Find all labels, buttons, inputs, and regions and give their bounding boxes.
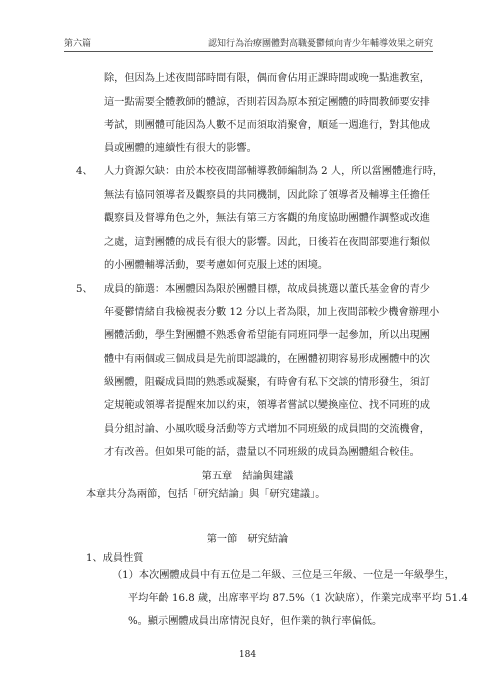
sub-heading: 1、成員性質	[86, 553, 144, 564]
section-title: 第一節 研究結論	[206, 534, 289, 545]
paragraph-line: 之處，這對團體的成長有很大的影響。因此，日後若在夜間部要進行類似	[104, 237, 430, 248]
paragraph-line: 員或團體的連續性有很大的影響。	[104, 143, 257, 154]
paragraph-line: 考試，則團體可能因為人數不足而須取消聚會，順延一週進行，對其他成	[104, 120, 430, 131]
running-header	[64, 36, 433, 50]
header-rule	[64, 51, 433, 52]
list-number: 4、	[76, 166, 93, 177]
paragraph-line: %。顯示團體成員出席情況良好，但作業的執行率偏低。	[128, 616, 383, 627]
paragraph-line: 除，但因為上述夜間部時間有限，偶而會佔用正課時間或晚一點進教室，	[104, 73, 430, 84]
header-title: 認知行為治療團體對高職憂鬱傾向青少年輔導效果之研究	[207, 39, 433, 49]
paragraph-line: 人力資源欠缺：由於本校夜間部輔導教師編制為 2 人，所以當團體進行時，	[104, 166, 443, 177]
paragraph-line: 平均年齡 16.8 歲，出席率平均 87.5%（1 次缺席），作業完成率平均 51.4	[128, 593, 468, 604]
paragraph-line: 這一點需要全體教師的體諒，否則若因為原本預定團體的時間教師要安排	[104, 97, 430, 108]
paragraph-line: 級團體，阻礙成員間的熟悉或凝聚，有時會有私下交談的情形發生，須訂	[104, 377, 430, 388]
chapter-title: 第五章 結論與建議	[201, 471, 294, 482]
paragraph-line: 體中有兩個或三個成員是先前即認識的，在團體初期容易形成團體中的次	[104, 354, 430, 365]
paragraph-line: 員分組討論、小風吹暖身活動等方式增加不同班級的成員間的交流機會，	[104, 424, 430, 435]
paragraph-line: 年憂鬱情緒自我檢視表分數 12 分以上者為限，加上夜間部較少機會辦理小	[104, 307, 440, 318]
list-number: 5、	[76, 284, 93, 295]
paragraph-line: 觀察員及督導角色之外，無法有第三方客觀的角度協助團體作調整或改進	[104, 213, 430, 224]
paragraph-line: 的小團體輔導活動，要考慮如何克服上述的困境。	[104, 260, 329, 271]
paragraph-line: 定規範或領導者提醒來加以約束，領導者嘗試以變換座位、找不同班的成	[104, 400, 430, 411]
paragraph-line: 團體活動，學生對團體不熟悉會希望能有同班同學一起參加，所以出現團	[104, 330, 430, 341]
paragraph-line: 成員的篩選：本團體因為限於團體目標，故成員挑選以董氏基金會的青少	[104, 284, 430, 295]
paragraph-line: 無法有協同領導者及觀察員的共同機制，因此除了領導者及輔導主任擔任	[104, 190, 430, 201]
page-number: 184	[238, 650, 257, 660]
paragraph-line: 才有改善。但如果可能的話，盡量以不同班級的成員為團體組合較佳。	[104, 447, 420, 458]
chapter-intro: 本章共分為兩節，包括「研究結論」與「研究建議」。	[86, 489, 326, 500]
paragraph-line: （1）本次團體成員中有五位是二年級、三位是三年級、一位是一年級學生，	[112, 570, 455, 581]
header-chapter: 第六篇	[64, 39, 92, 49]
